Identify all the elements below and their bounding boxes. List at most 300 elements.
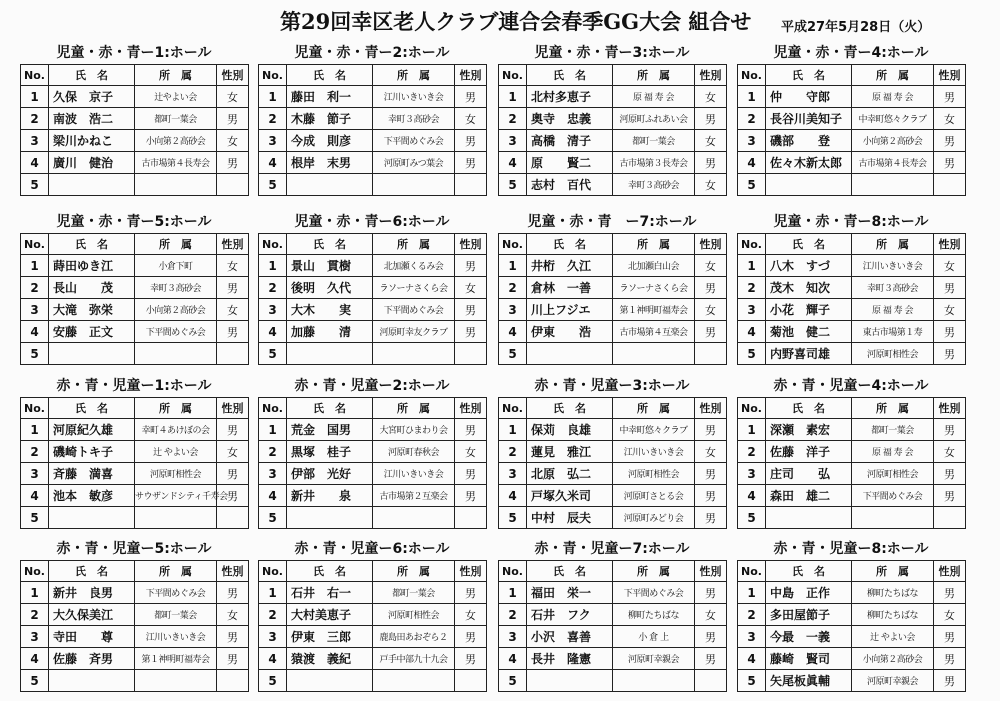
player-sex: 男	[934, 648, 966, 670]
col-header-name: 氏 名	[527, 398, 613, 419]
player-sex: 男	[455, 626, 487, 648]
player-club: 柳町たちばな	[613, 604, 695, 626]
col-header-sex: 性別	[695, 561, 727, 582]
col-header-name: 氏 名	[527, 65, 613, 86]
player-name: 斉藤 満喜	[49, 463, 135, 485]
player-number: 2	[499, 108, 527, 130]
table-row	[738, 277, 966, 299]
table-row	[21, 174, 249, 196]
table-row	[21, 419, 249, 441]
player-number: 4	[259, 321, 287, 343]
col-header-no: No.	[259, 65, 287, 86]
player-number: 3	[738, 130, 766, 152]
col-header-club: 所 属	[373, 65, 455, 86]
player-club: 都町一葉会	[135, 108, 217, 130]
player-number: 5	[738, 343, 766, 365]
col-header-name: 氏 名	[287, 561, 373, 582]
player-number: 4	[259, 485, 287, 507]
col-header-club: 所 属	[613, 398, 695, 419]
table-header-row	[499, 234, 727, 255]
table-row	[259, 130, 487, 152]
table-row	[259, 648, 487, 670]
player-number: 4	[499, 152, 527, 174]
player-number: 2	[21, 604, 49, 626]
player-club: 中幸町悠々クラブ	[852, 108, 934, 130]
col-header-club: 所 属	[613, 234, 695, 255]
player-sex: 男	[217, 463, 249, 485]
player-number: 2	[259, 108, 287, 130]
col-header-name: 氏 名	[49, 398, 135, 419]
event-date: 平成27年5月28日（火）	[781, 20, 931, 35]
player-number: 4	[259, 152, 287, 174]
player-name: 長井 隆憲	[527, 648, 613, 670]
col-header-sex: 性別	[934, 234, 966, 255]
player-sex: 女	[695, 441, 727, 463]
player-number: 1	[738, 582, 766, 604]
player-name: 菊池 健二	[766, 321, 852, 343]
player-number: 5	[738, 174, 766, 196]
player-number: 1	[738, 419, 766, 441]
player-number: 5	[21, 174, 49, 196]
player-number: 4	[21, 648, 49, 670]
col-header-name: 氏 名	[766, 234, 852, 255]
player-sex: 女	[695, 174, 727, 196]
col-header-club: 所 属	[852, 65, 934, 86]
player-name: 景山 貫樹	[287, 255, 373, 277]
player-number: 3	[21, 299, 49, 321]
player-club: 第１神明町福寿会	[613, 299, 695, 321]
player-number: 5	[259, 174, 287, 196]
group-table	[498, 560, 727, 692]
player-club: 小向第２高砂会	[852, 130, 934, 152]
col-header-no: No.	[259, 398, 287, 419]
col-header-sex: 性別	[934, 561, 966, 582]
player-number: 3	[738, 626, 766, 648]
player-number: 5	[499, 507, 527, 529]
group-title: 児童・赤・青 ー7:ホール	[527, 214, 697, 230]
group-title: 児童・赤・青ー2:ホール	[294, 45, 450, 61]
player-club: 河原町相性会	[852, 343, 934, 365]
player-sex: 男	[217, 626, 249, 648]
player-club: 江川いきいき会	[852, 255, 934, 277]
table-row	[738, 152, 966, 174]
group-table	[737, 233, 966, 365]
col-header-no: No.	[738, 561, 766, 582]
player-name	[49, 670, 135, 692]
player-number: 5	[259, 670, 287, 692]
match-group	[20, 42, 248, 196]
player-sex: 女	[934, 604, 966, 626]
table-row	[259, 152, 487, 174]
group-table	[498, 397, 727, 529]
player-name	[49, 343, 135, 365]
page-title: 第29回幸区老人クラブ連合会春季GG大会 組合せ	[280, 9, 752, 34]
col-header-sex: 性別	[455, 398, 487, 419]
table-row	[499, 299, 727, 321]
player-name: 茂木 知次	[766, 277, 852, 299]
player-name: 久保 京子	[49, 86, 135, 108]
player-name: 新井 良男	[49, 582, 135, 604]
player-sex	[695, 343, 727, 365]
player-sex: 女	[934, 299, 966, 321]
player-sex: 男	[934, 485, 966, 507]
table-row	[738, 485, 966, 507]
player-club: 河原町相性会	[135, 463, 217, 485]
table-header-row	[259, 398, 487, 419]
player-sex	[455, 507, 487, 529]
match-group	[737, 375, 965, 529]
player-name: 中村 辰夫	[527, 507, 613, 529]
player-sex: 男	[455, 152, 487, 174]
table-header-row	[738, 234, 966, 255]
player-name	[287, 343, 373, 365]
player-club: 幸町３高砂会	[373, 108, 455, 130]
player-sex: 女	[455, 277, 487, 299]
table-row	[499, 419, 727, 441]
player-club	[852, 174, 934, 196]
player-name: 小沢 喜善	[527, 626, 613, 648]
player-number: 5	[21, 343, 49, 365]
player-club: 河原町幸友クラブ	[373, 321, 455, 343]
match-group	[737, 42, 965, 196]
player-number: 1	[21, 582, 49, 604]
player-club	[135, 670, 217, 692]
player-name: 中島 正作	[766, 582, 852, 604]
player-number: 2	[499, 277, 527, 299]
player-club: 江川いきいき会	[613, 441, 695, 463]
col-header-no: No.	[499, 65, 527, 86]
player-club: 河原町相性会	[852, 463, 934, 485]
player-name	[49, 507, 135, 529]
table-row	[259, 441, 487, 463]
table-row	[21, 299, 249, 321]
player-number: 1	[21, 419, 49, 441]
player-club: 河原町幸親会	[613, 648, 695, 670]
table-row	[499, 86, 727, 108]
player-number: 4	[499, 648, 527, 670]
group-title: 赤・青・児童ー6:ホール	[294, 541, 450, 557]
table-row	[499, 507, 727, 529]
match-group	[737, 538, 965, 692]
table-row	[738, 463, 966, 485]
player-club: 幸町３高砂会	[613, 174, 695, 196]
table-row	[738, 86, 966, 108]
player-sex: 男	[934, 626, 966, 648]
player-number: 2	[738, 604, 766, 626]
player-club: 北加瀬白山会	[613, 255, 695, 277]
player-club: 原 福 寿 会	[852, 441, 934, 463]
player-number: 5	[738, 507, 766, 529]
player-club: 古市場第２互楽会	[373, 485, 455, 507]
player-sex: 男	[934, 582, 966, 604]
player-number: 3	[499, 463, 527, 485]
player-number: 4	[21, 321, 49, 343]
player-name: 佐藤 斉男	[49, 648, 135, 670]
player-sex: 男	[217, 485, 249, 507]
col-header-club: 所 属	[135, 234, 217, 255]
player-number: 2	[259, 441, 287, 463]
player-sex: 男	[934, 343, 966, 365]
player-number: 4	[738, 152, 766, 174]
table-row	[259, 485, 487, 507]
table-row	[738, 255, 966, 277]
player-name: 荒金 国男	[287, 419, 373, 441]
player-sex: 男	[695, 152, 727, 174]
player-sex: 男	[695, 419, 727, 441]
player-name: 佐藤 洋子	[766, 441, 852, 463]
col-header-name: 氏 名	[766, 561, 852, 582]
player-club: 河原町ふれあい会	[613, 108, 695, 130]
table-row	[499, 321, 727, 343]
player-name: 加藤 清	[287, 321, 373, 343]
player-sex	[695, 670, 727, 692]
table-row	[21, 485, 249, 507]
player-name: 今最 一義	[766, 626, 852, 648]
group-table	[20, 233, 249, 365]
player-club: 辻やよい会	[135, 86, 217, 108]
table-row	[21, 321, 249, 343]
table-row	[738, 130, 966, 152]
player-number: 2	[259, 604, 287, 626]
col-header-sex: 性別	[695, 398, 727, 419]
player-name: 藤田 利一	[287, 86, 373, 108]
table-row	[499, 343, 727, 365]
player-name: 藤崎 賢司	[766, 648, 852, 670]
table-row	[21, 277, 249, 299]
player-club	[373, 670, 455, 692]
player-club: 古市場第４長寿会	[852, 152, 934, 174]
player-club: 江川いきいき会	[135, 626, 217, 648]
player-sex	[934, 507, 966, 529]
col-header-no: No.	[499, 234, 527, 255]
player-club: 河原町みどり会	[613, 507, 695, 529]
player-number: 2	[738, 277, 766, 299]
player-number: 2	[499, 604, 527, 626]
table-row	[259, 321, 487, 343]
player-name: 保苅 良雄	[527, 419, 613, 441]
player-name: 磯部 登	[766, 130, 852, 152]
col-header-sex: 性別	[217, 65, 249, 86]
player-name: 矢尾板眞輔	[766, 670, 852, 692]
player-sex: 男	[455, 255, 487, 277]
player-number: 4	[259, 648, 287, 670]
player-club	[373, 343, 455, 365]
player-club: 小向第２高砂会	[135, 130, 217, 152]
player-name: 磯崎トキ子	[49, 441, 135, 463]
table-row	[259, 277, 487, 299]
group-table	[258, 233, 487, 365]
player-sex: 女	[695, 130, 727, 152]
player-name: 奥寺 忠義	[527, 108, 613, 130]
player-sex: 男	[455, 86, 487, 108]
player-club: 下平間めぐみ会	[613, 582, 695, 604]
player-club: ラソーナさくら会	[613, 277, 695, 299]
table-row	[499, 255, 727, 277]
player-name: 長谷川美知子	[766, 108, 852, 130]
table-header-row	[499, 561, 727, 582]
player-name: 蓮見 雅江	[527, 441, 613, 463]
player-name: 後明 久代	[287, 277, 373, 299]
table-row	[738, 582, 966, 604]
player-number: 2	[259, 277, 287, 299]
player-sex: 男	[934, 130, 966, 152]
player-name: 梁川かねこ	[49, 130, 135, 152]
match-group	[498, 42, 726, 196]
col-header-no: No.	[738, 398, 766, 419]
player-name: 石井 右一	[287, 582, 373, 604]
player-number: 3	[738, 463, 766, 485]
player-number: 3	[21, 626, 49, 648]
match-group	[20, 211, 248, 365]
player-name: 池本 敏彦	[49, 485, 135, 507]
player-name: 原 賢二	[527, 152, 613, 174]
table-row	[259, 86, 487, 108]
group-title: 赤・青・児童ー3:ホール	[534, 378, 690, 394]
player-club: ラソーナさくら会	[373, 277, 455, 299]
table-row	[21, 582, 249, 604]
player-sex: 男	[695, 321, 727, 343]
col-header-club: 所 属	[373, 398, 455, 419]
player-club	[135, 507, 217, 529]
player-number: 3	[259, 130, 287, 152]
group-title: 赤・青・児童ー4:ホール	[773, 378, 929, 394]
player-club	[135, 174, 217, 196]
match-group	[258, 42, 486, 196]
player-number: 2	[499, 441, 527, 463]
player-number: 1	[738, 86, 766, 108]
player-name: 大久保美江	[49, 604, 135, 626]
group-title: 赤・青・児童ー1:ホール	[56, 378, 212, 394]
table-row	[499, 441, 727, 463]
player-number: 4	[21, 152, 49, 174]
table-row	[738, 648, 966, 670]
table-row	[259, 626, 487, 648]
player-sex	[217, 343, 249, 365]
table-header-row	[499, 398, 727, 419]
group-table	[498, 64, 727, 196]
player-sex: 男	[217, 582, 249, 604]
match-group	[498, 538, 726, 692]
player-sex: 男	[934, 463, 966, 485]
player-club: 原 福 寿 会	[852, 299, 934, 321]
player-club: 古市場第３長寿会	[613, 152, 695, 174]
player-name: 猿渡 義紀	[287, 648, 373, 670]
table-header-row	[21, 561, 249, 582]
player-name: 根岸 末男	[287, 152, 373, 174]
player-sex	[217, 174, 249, 196]
col-header-sex: 性別	[217, 561, 249, 582]
player-sex: 男	[217, 648, 249, 670]
player-sex: 女	[695, 604, 727, 626]
player-number: 1	[259, 419, 287, 441]
table-row	[738, 321, 966, 343]
table-row	[21, 343, 249, 365]
player-number: 5	[21, 507, 49, 529]
player-number: 2	[21, 441, 49, 463]
player-name: 長山 茂	[49, 277, 135, 299]
group-title: 児童・赤・青ー1:ホール	[56, 45, 212, 61]
table-row	[21, 86, 249, 108]
player-name: 伊東 三郎	[287, 626, 373, 648]
table-row	[21, 130, 249, 152]
table-row	[499, 152, 727, 174]
match-group	[737, 211, 965, 365]
player-sex: 男	[455, 130, 487, 152]
player-number: 3	[259, 463, 287, 485]
group-table	[258, 64, 487, 196]
player-sex: 女	[934, 441, 966, 463]
player-number: 4	[499, 485, 527, 507]
player-name: 廣川 健治	[49, 152, 135, 174]
player-sex: 男	[455, 648, 487, 670]
col-header-club: 所 属	[135, 561, 217, 582]
table-header-row	[21, 65, 249, 86]
player-sex: 女	[217, 441, 249, 463]
player-name: 南波 浩二	[49, 108, 135, 130]
player-name: 志村 百代	[527, 174, 613, 196]
match-group	[258, 375, 486, 529]
player-sex	[934, 174, 966, 196]
player-club: 下平間めぐみ会	[373, 299, 455, 321]
col-header-no: No.	[738, 234, 766, 255]
player-club: 柳町たちばな	[852, 604, 934, 626]
player-number: 3	[21, 463, 49, 485]
player-club	[373, 174, 455, 196]
col-header-name: 氏 名	[766, 398, 852, 419]
table-row	[738, 626, 966, 648]
player-sex: 女	[455, 108, 487, 130]
col-header-club: 所 属	[852, 561, 934, 582]
player-club: 辻 やよい会	[852, 626, 934, 648]
player-number: 3	[499, 130, 527, 152]
player-club: 古市場第４互楽会	[613, 321, 695, 343]
match-group	[258, 211, 486, 365]
player-number: 1	[499, 582, 527, 604]
col-header-name: 氏 名	[49, 561, 135, 582]
player-number: 5	[499, 343, 527, 365]
player-number: 3	[259, 626, 287, 648]
table-row	[499, 604, 727, 626]
player-club	[613, 670, 695, 692]
table-row	[259, 174, 487, 196]
player-sex: 女	[695, 86, 727, 108]
col-header-no: No.	[738, 65, 766, 86]
player-name: 森田 雄二	[766, 485, 852, 507]
col-header-name: 氏 名	[287, 234, 373, 255]
player-club: 河原町相性会	[613, 463, 695, 485]
player-club: 下平間めぐみ会	[373, 130, 455, 152]
player-number: 1	[21, 86, 49, 108]
player-name: 福田 栄一	[527, 582, 613, 604]
player-club: 大宮町ひまわり会	[373, 419, 455, 441]
player-sex: 女	[217, 130, 249, 152]
player-club: 東古市場第１寿	[852, 321, 934, 343]
player-name: 内野喜司雄	[766, 343, 852, 365]
player-name: 安藤 正文	[49, 321, 135, 343]
player-name: 今成 則彦	[287, 130, 373, 152]
player-sex: 男	[934, 152, 966, 174]
table-row	[259, 507, 487, 529]
player-club: サウザンドシティ千寿会	[135, 485, 217, 507]
player-club: 辻 やよい会	[135, 441, 217, 463]
table-header-row	[499, 65, 727, 86]
player-sex: 男	[217, 108, 249, 130]
table-row	[21, 648, 249, 670]
player-club: 第１神明町福寿会	[135, 648, 217, 670]
table-row	[499, 626, 727, 648]
player-name: 新井 泉	[287, 485, 373, 507]
table-row	[499, 108, 727, 130]
